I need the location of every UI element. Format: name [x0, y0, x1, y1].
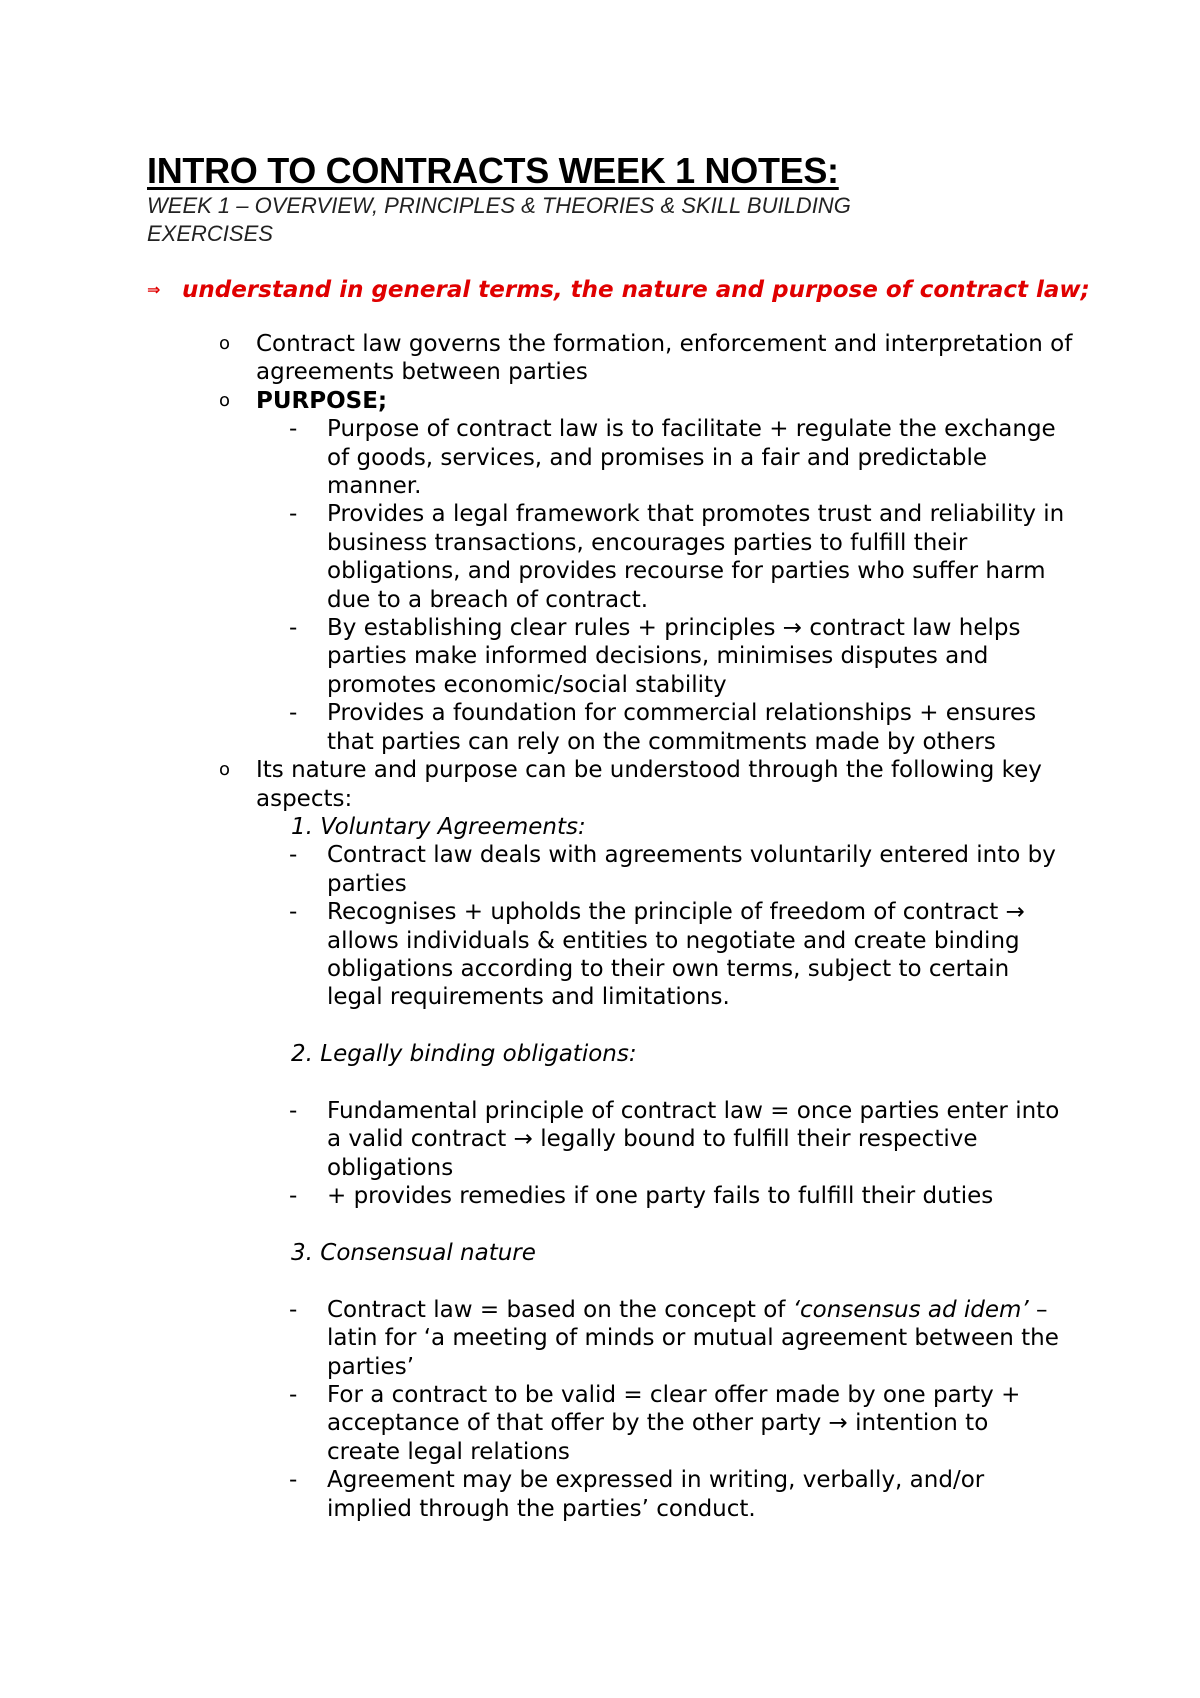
point-text: Agreement may be expressed in writing, verbally, and/or implied through the parties’ conduct. — [327, 1467, 985, 1522]
purpose-heading: PURPOSE; — [256, 387, 388, 414]
dash-bullet-icon: - — [289, 700, 298, 727]
dash-bullet-icon: - — [289, 615, 298, 642]
circle-bullet-icon: o — [219, 333, 231, 354]
list-item — [289, 841, 1067, 898]
point-text: Provides a legal framework that promotes trust and reliability in business transactions, encourages parties to fulfill their obligations, and provides recourse for parties who suffer harm due to a breach of contract. — [327, 501, 1065, 613]
list-item — [289, 699, 1067, 756]
document-title: INTRO TO CONTRACTS WEEK 1 NOTES: — [147, 150, 839, 191]
list-item — [219, 387, 1076, 415]
point-text: Its nature and purpose can be understood through the following key aspects: — [256, 757, 1042, 812]
dash-bullet-icon: - — [289, 842, 298, 869]
spacer — [0, 1069, 1200, 1097]
dash-bullet-icon: - — [289, 1381, 298, 1408]
point-text: Purpose of contract law is to facilitate + regulate the exchange of goods, services, and promises in a fair and predictable manner. — [327, 416, 1056, 500]
list-item — [289, 1381, 1067, 1466]
point-text: Recognises + upholds the principle of freedom of contract → allows individuals & entities to negotiate and create binding obligations according to their own terms, subject to certain legal requirements and limitations. — [327, 899, 1025, 1011]
notes-body — [0, 330, 1200, 1523]
point-text: + provides remedies if one party fails to fulfill their duties — [327, 1183, 994, 1210]
point-text: For a contract to be valid = clear offer made by one party + acceptance of that offer by the other party → intention to create legal relations — [327, 1381, 1021, 1465]
point-text: Provides a foundation for commercial relationships + ensures that parties can rely on the commitments made by others — [327, 700, 1037, 755]
spacer — [0, 1211, 1200, 1239]
learning-goal-text: understand in general terms, the nature and purpose of contract law; — [182, 277, 1090, 303]
dash-bullet-icon: - — [289, 501, 298, 528]
list-item — [289, 415, 1067, 500]
learning-goal — [147, 277, 1090, 303]
point-text — [327, 1297, 1059, 1380]
circle-bullet-icon: o — [219, 389, 231, 411]
dash-bullet-icon: - — [289, 1097, 298, 1124]
list-item — [289, 500, 1067, 614]
list-item — [289, 1097, 1067, 1182]
aspect-heading: 2. Legally binding obligations: — [291, 1041, 637, 1068]
aspect-heading: 1. Voluntary Agreements: — [291, 813, 586, 840]
point-text: Contract law governs the formation, enforcement and interpretation of agreements between parties — [256, 331, 1073, 386]
list-item — [289, 898, 1067, 1012]
list-item — [289, 1466, 1067, 1523]
list-item — [289, 1182, 1067, 1210]
spacer — [0, 1012, 1200, 1040]
dash-bullet-icon: - — [289, 1183, 298, 1210]
dash-bullet-icon: - — [289, 1296, 298, 1323]
latin-term: ‘consensus ad idem’ — [792, 1296, 1029, 1323]
dash-bullet-icon: - — [289, 1467, 298, 1494]
list-item — [289, 614, 1067, 699]
circle-bullet-icon: o — [219, 759, 231, 781]
point-text-end: – latin for ‘a meeting of minds or mutual agreement between the parties’ — [327, 1296, 1059, 1380]
aspect-heading: 3. Consensual nature — [291, 1239, 536, 1266]
spacer — [0, 1267, 1200, 1295]
point-text-start: Contract law = based on the concept of — [327, 1296, 793, 1323]
document-subtitle: WEEK 1 – OVERVIEW, PRINCIPLES & THEORIES & SKILL BUILDING EXERCISES — [147, 193, 851, 246]
list-item — [219, 330, 1076, 387]
point-text: By establishing clear rules + principles → contract law helps parties make informed decisions, minimises disputes and promotes economic/social stability — [327, 615, 1021, 698]
dash-bullet-icon: - — [289, 899, 298, 926]
list-item — [219, 756, 1076, 813]
double-arrow-icon: ⇒ — [147, 280, 161, 299]
dash-bullet-icon: - — [289, 416, 298, 443]
point-text: Fundamental principle of contract law = once parties enter into a valid contract → legally bound to fulfill their respective obligations — [327, 1097, 1060, 1181]
point-text: Contract law deals with agreements voluntarily entered into by parties — [327, 842, 1056, 897]
list-item — [289, 1296, 1067, 1381]
